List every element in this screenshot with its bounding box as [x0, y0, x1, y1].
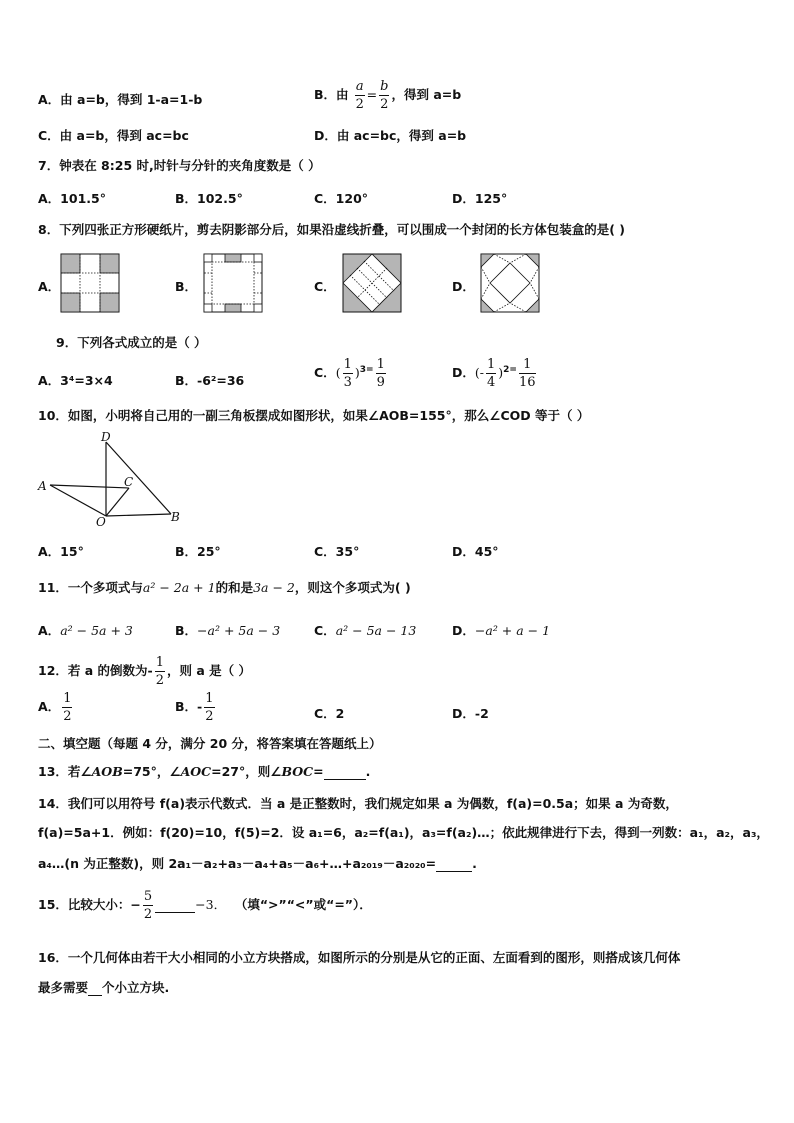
q9-option-d: D．(- $\frac{1}{4}$ )$^{2=}$ $\frac{1}{16}$: [452, 357, 536, 390]
q14-line3: a₄…(n 为正整数)，则 2a₁－a₂+a₃－a₄+a₅－a₆+…+a₂₀₁₉－a₂₀₂₀= .: [38, 856, 477, 871]
fraction: $\frac{b}{2}$: [380, 79, 389, 112]
q12-option-d: D．-2: [452, 706, 489, 721]
q11-option-d: D．−a² + a − 1: [452, 623, 551, 638]
q8-label-a: A．: [38, 279, 61, 294]
q11-stem: 11．一个多项式与a² − 2a + 1的和是3a − 2，则这个多项式为( ): [38, 580, 411, 595]
q8-label-b: B．: [175, 279, 198, 294]
q9-option-b: B．-6²=36: [175, 373, 245, 388]
q10-option-a: A．15°: [38, 544, 84, 559]
answer-blank[interactable]: [324, 764, 366, 780]
point-label-b: B: [171, 510, 180, 524]
q12-option-c: C．2: [314, 706, 345, 721]
q10-option-b: B．25°: [175, 544, 221, 559]
q8-label-d: D．: [452, 279, 475, 294]
q9-option-a: A．3⁴=3×4: [38, 373, 113, 388]
q11-option-a: A．a² − 5a + 3: [38, 623, 133, 638]
q12-stem: 12．若 a 的倒数为- $\frac{1}{2}$ ，则 a 是（ ）: [38, 655, 252, 688]
q14-line2: f(a)=5a+1．例如：f(20)=10，f(5)=2．设 a₁=6，a₂=f(a₁)，a₃=f(a₂)…；依此规律进行下去，得到一列数：a₁，a₂，a₃，: [38, 825, 769, 840]
answer-blank[interactable]: [88, 980, 102, 996]
q13-stem: 13．若∠AOB=75°，∠AOC=27°，则∠BOC= .: [38, 764, 371, 779]
answer-blank[interactable]: [155, 897, 195, 913]
q7-option-a: A．101.5°: [38, 191, 106, 206]
net-figure-a: [60, 253, 120, 313]
q8-label-c: C．: [314, 279, 336, 294]
q6-option-c: C．由 a=b，得到 ac=bc: [38, 128, 189, 143]
q7-option-b: B．102.5°: [175, 191, 243, 206]
q6-option-a: A．由 a=b，得到 1-a=1-b: [38, 92, 203, 107]
q16-line2: 最多需要 个小立方块.: [38, 980, 170, 995]
q11-option-b: B．−a² + 5a − 3: [175, 623, 281, 638]
net-figure-d: [480, 253, 540, 313]
q14-line1: 14．我们可以用符号 f(a)表示代数式．当 a 是正整数时，我们规定如果 a 为偶数，f(a)=0.5a；如果 a 为奇数，: [38, 796, 678, 811]
q6-option-b: B．由 $\frac{a}{2}$ = $\frac{b}{2}$ ，得到 a=b: [314, 79, 462, 112]
net-figure-c: [342, 253, 402, 313]
q9-stem: 9．下列各式成立的是（ ）: [56, 335, 207, 350]
point-label-d: D: [101, 430, 111, 444]
q10-stem: 10．如图，小明将自己用的一副三角板摆成如图形状，如果∠AOB=155°，那么∠COD 等于（ ）: [38, 408, 590, 423]
triangle-figure: [36, 430, 186, 530]
q9-option-c: C．( $\frac{1}{3}$ )$^{3=}$ $\frac{1}{9}$: [314, 357, 385, 390]
q10-option-c: C．35°: [314, 544, 360, 559]
fraction: $\frac{a}{2}$: [355, 79, 364, 112]
q11-option-c: C．a² − 5a − 13: [314, 623, 417, 638]
q7-option-d: D．125°: [452, 191, 508, 206]
q16-line1: 16．一个几何体由若干大小相同的小立方块搭成，如图所示的分别是从它的正面、左面看到的图形，则搭成该几何体: [38, 950, 681, 965]
q8-stem: 8．下列四张正方形硬纸片，剪去阴影部分后，如果沿虚线折叠，可以围成一个封闭的长方体包装盒的是( ): [38, 222, 625, 237]
answer-blank[interactable]: [436, 856, 472, 872]
q10-option-d: D．45°: [452, 544, 499, 559]
q12-option-a: A． $\frac{1}{2}$: [38, 691, 72, 724]
net-figure-b: [203, 253, 263, 313]
point-label-c: C: [124, 475, 134, 489]
q7-stem: 7．钟表在 8:25 时,时针与分针的夹角度数是（ ）: [38, 158, 321, 173]
point-label-a: A: [38, 479, 47, 493]
q12-option-b: B．- $\frac{1}{2}$: [175, 691, 214, 724]
q15-stem: 15．比较大小：− $\frac{5}{2}$ −3． （填“>”“<”或“=”）．: [38, 889, 372, 922]
section-heading: 二、填空题（每题 4 分，满分 20 分，将答案填在答题纸上）: [38, 736, 382, 751]
q6-option-d: D．由 ac=bc，得到 a=b: [314, 128, 467, 143]
point-label-o: O: [96, 515, 106, 529]
q7-option-c: C．120°: [314, 191, 369, 206]
